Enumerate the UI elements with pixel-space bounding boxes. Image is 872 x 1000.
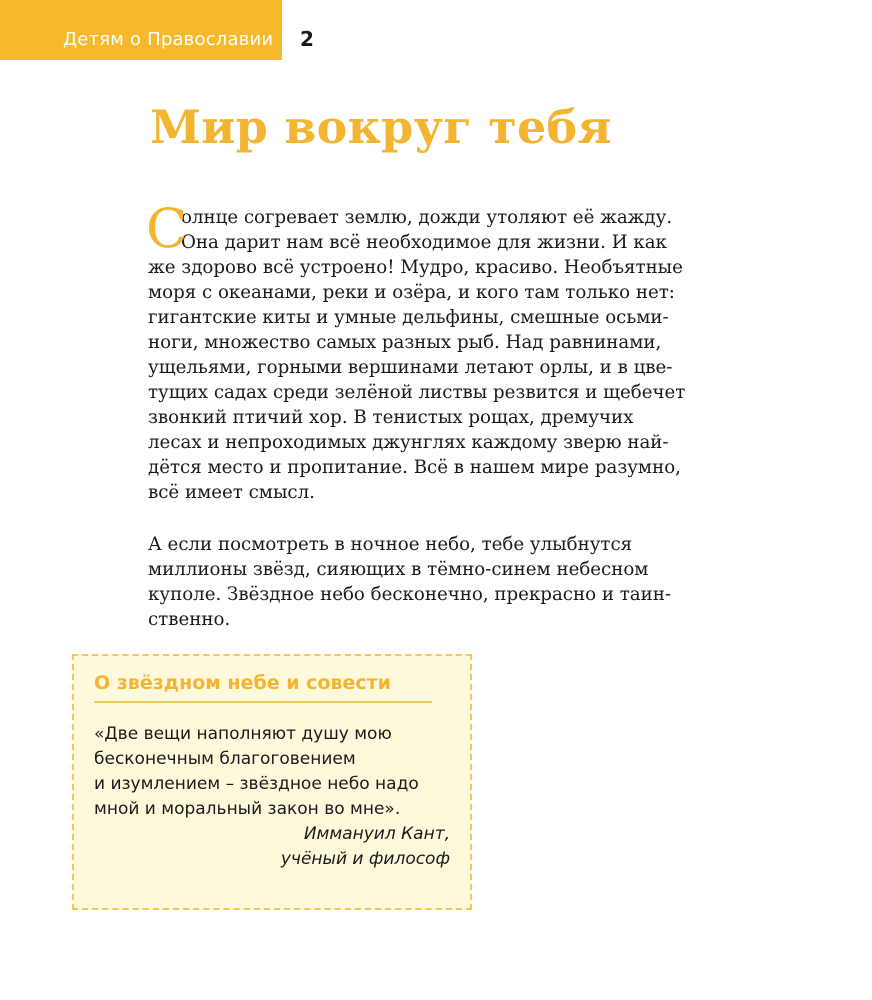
- text-line: миллионы звёзд, сияющих в тёмно-синем небесном: [148, 559, 649, 580]
- text-line: олнце согревает землю, дожди утоляют её жажду.: [181, 207, 673, 228]
- header-title: Детям о Православии: [63, 29, 274, 50]
- quote-text: [94, 722, 419, 822]
- text-line: ственно.: [148, 609, 231, 630]
- author-name: Иммануил Кант,: [303, 824, 450, 844]
- text-line: ущельями, горными вершинами летают орлы, и в цве-: [148, 357, 673, 378]
- paragraph-2: [148, 532, 748, 632]
- quote-line: мной и моральный закон во мне».: [94, 799, 401, 819]
- author-description: учёный и философ: [280, 849, 450, 869]
- quote-line: и изумлением – звёздное небо надо: [94, 774, 419, 794]
- text-line: моря с океанами, реки и озёра, и кого там только нет:: [148, 282, 675, 303]
- drop-cap: С: [146, 197, 188, 260]
- paragraph-1: [146, 197, 748, 505]
- text-line: ноги, множество самых разных рыб. Над равнинами,: [148, 332, 662, 353]
- text-line: А если посмотреть в ночное небо, тебе улыбнутся: [148, 534, 633, 555]
- quote-line: «Две вещи наполняют душу мою: [94, 724, 392, 744]
- quote-line: бесконечным благоговением: [94, 749, 356, 769]
- page-title: Мир вокруг тебя: [150, 100, 612, 154]
- quote-divider: [94, 701, 432, 703]
- text-line: тущих садах среди зелёной листвы резвится и щебечет: [148, 382, 686, 403]
- text-line: куполе. Звёздное небо бесконечно, прекрасно и таин-: [148, 584, 672, 605]
- quote-heading: О звёздном небе и совести: [94, 672, 391, 694]
- text-line: гигантские киты и умные дельфины, смешные осьми-: [148, 307, 669, 328]
- page-number: 2: [300, 27, 314, 51]
- text-line: лесах и непроходимых джунглях каждому зверю най-: [148, 432, 669, 453]
- text-line: же здорово всё устроено! Мудро, красиво. Необъятные: [148, 257, 683, 278]
- quote-author: [281, 822, 450, 872]
- text-line: Она дарит нам всё необходимое для жизни. И как: [181, 232, 667, 253]
- text-line: всё имеет смысл.: [148, 482, 315, 503]
- quote-box: [72, 654, 472, 910]
- text-line: дётся место и пропитание. Всё в нашем мире разумно,: [148, 457, 681, 478]
- text-line: звонкий птичий хор. В тенистых рощах, дремучих: [148, 407, 634, 428]
